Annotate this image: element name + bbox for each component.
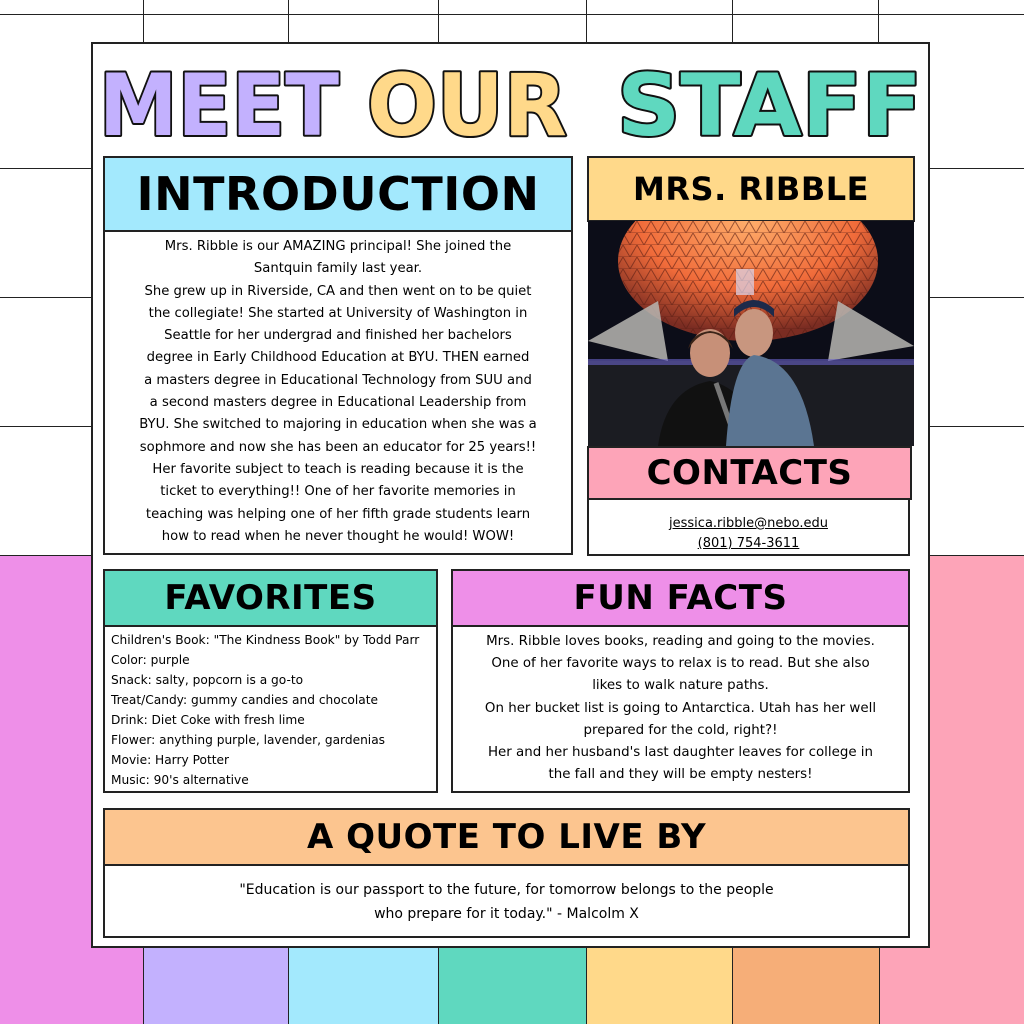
page-title xyxy=(97,50,927,150)
favorite-item: Movie: Harry Potter xyxy=(111,753,230,767)
quote-header xyxy=(103,808,910,866)
intro-line: a second masters degree in Educational Leadership from xyxy=(149,395,527,411)
intro-line: teaching was helping one of her fifth grade students learn xyxy=(145,506,531,522)
photo-illustration xyxy=(588,221,914,446)
profile-photo xyxy=(588,221,914,446)
fun-fact-line: likes to walk nature paths. xyxy=(592,678,769,694)
fun-fact-line: Her and her husband's last daughter leaves for college in xyxy=(487,745,874,761)
swatch-yellow xyxy=(586,948,733,1024)
intro-line: She grew up in Riverside, CA and then went on to be quiet xyxy=(144,283,532,299)
fun-fact-line: the fall and they will be empty nesters! xyxy=(548,767,813,783)
intro-line: Her favorite subject to teach is reading because it is the xyxy=(152,461,524,477)
favorites-list xyxy=(105,630,436,790)
introduction-header xyxy=(103,156,573,232)
intro-line: Seattle for her undergrad and finished her bachelors xyxy=(164,328,512,344)
intro-line: a masters degree in Educational Technology from SUU and xyxy=(144,372,532,388)
fun-fact-line: On her bucket list is going to Antarctica. Utah has her well xyxy=(484,700,877,716)
title-word-meet: MEET xyxy=(99,56,340,150)
swatch-teal xyxy=(438,948,587,1024)
fun-fact-line: Mrs. Ribble loves books, reading and going to the movies. xyxy=(486,634,875,649)
fun-facts-heading: FUN FACTS xyxy=(573,578,788,618)
introduction-heading: INTRODUCTION xyxy=(136,167,540,221)
grid-line xyxy=(0,14,1024,15)
fun-facts-header xyxy=(451,569,910,627)
fun-fact-line: One of her favorite ways to relax is to read. But she also xyxy=(491,656,870,672)
fun-facts-body xyxy=(451,625,910,793)
favorite-item: Drink: Diet Coke with fresh lime xyxy=(111,713,305,727)
quote-line: "Education is our passport to the future, for tomorrow belongs to the people xyxy=(239,882,774,898)
title-word-staff: STAFF xyxy=(617,56,922,150)
intro-line: the collegiate! She started at University of Washington in xyxy=(148,305,528,321)
quote-body xyxy=(103,864,910,938)
favorites-header xyxy=(103,569,438,627)
intro-line: Mrs. Ribble is our AMAZING principal! She joined the xyxy=(164,239,512,254)
contacts-header xyxy=(587,446,912,500)
quote-text xyxy=(105,878,908,926)
swatch-blue xyxy=(288,948,439,1024)
favorite-item: Flower: anything purple, lavender, gardenias xyxy=(111,733,386,747)
intro-line: Santquin family last year. xyxy=(253,261,423,277)
intro-line: BYU. She switched to majoring in education when she was a xyxy=(139,417,537,433)
favorite-item: Color: purple xyxy=(111,653,190,667)
fun-fact-line: prepared for the cold, right?! xyxy=(583,722,778,738)
quote-heading: A QUOTE TO LIVE BY xyxy=(306,817,707,857)
intro-line: degree in Early Childhood Education at BYU. THEN earned xyxy=(146,350,530,366)
contacts-heading: CONTACTS xyxy=(646,453,853,493)
intro-line: ticket to everything!! One of her favorite memories in xyxy=(160,484,516,500)
favorite-item: Music: 90's alternative xyxy=(111,773,249,787)
introduction-body xyxy=(103,230,573,555)
intro-line: how to read when he never thought he would! WOW! xyxy=(161,528,515,544)
title-svg xyxy=(97,50,927,150)
contacts-body xyxy=(587,498,910,556)
profile-name-header xyxy=(587,156,915,222)
email-link[interactable]: jessica.ribble@nebo.edu xyxy=(669,516,828,531)
profile-name: MRS. RIBBLE xyxy=(633,170,869,208)
favorite-item: Children's Book: "The Kindness Book" by Todd Parr xyxy=(111,633,420,647)
introduction-text xyxy=(105,232,571,552)
swatch-purple xyxy=(143,948,289,1024)
swatch-orange xyxy=(732,948,880,1024)
intro-line: sophmore and now she has been an educator for 25 years!! xyxy=(139,439,537,455)
fun-facts-text xyxy=(453,631,908,786)
title-word-our: OUR xyxy=(367,56,567,150)
favorite-item: Treat/Candy: gummy candies and chocolate xyxy=(111,693,378,707)
favorite-item: Snack: salty, popcorn is a go-to xyxy=(111,673,304,687)
favorites-body xyxy=(103,625,438,793)
phone-link[interactable]: (801) 754-3611 xyxy=(697,536,800,551)
quote-line: who prepare for it today." - Malcolm X xyxy=(374,906,639,922)
favorites-heading: FAVORITES xyxy=(164,578,377,618)
